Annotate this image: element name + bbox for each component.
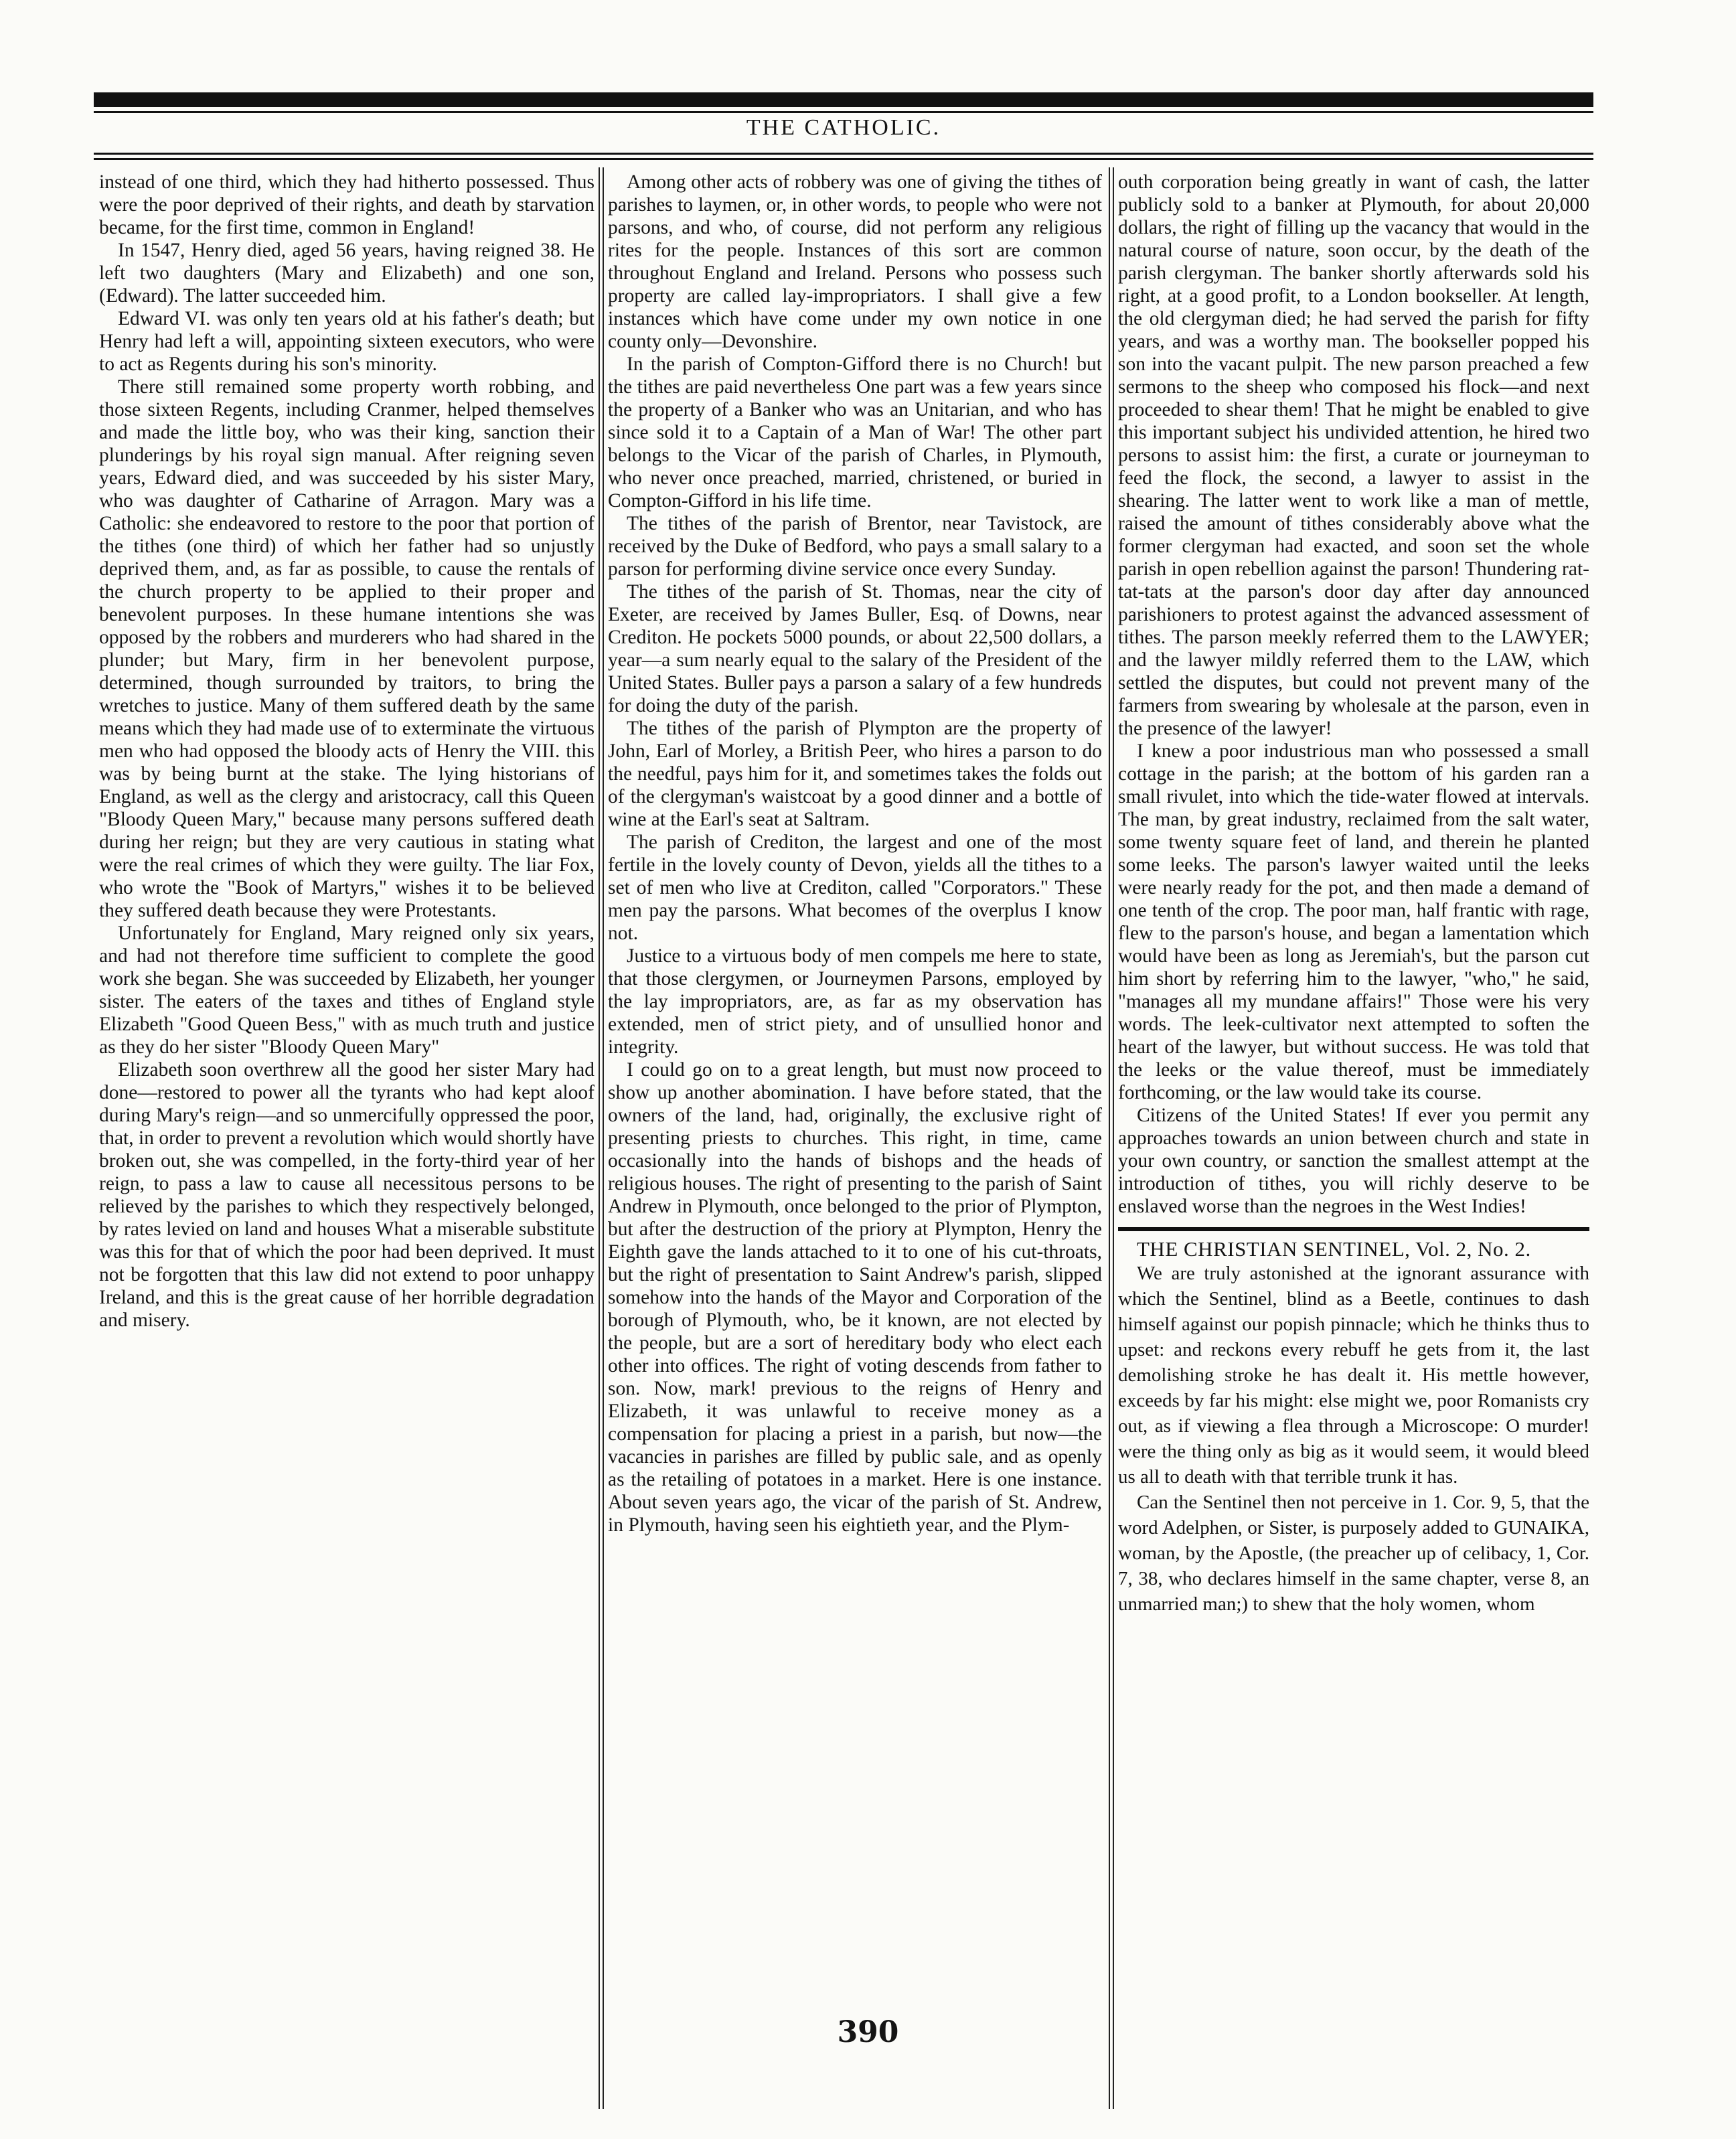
paragraph: There still remained some property worth robbing, and those sixteen Regents, including Cranmer, helped themselves and made the little boy, who was their king, sanction their plunderings by his royal sign manual. After reigning seven years, Edward died, and was succeeded by his sister Mary, who was daughter of Catharine of Arragon. Mary was a Catholic: she endeavored to restore to the poor that portion of the tithes (one third) of which her father had so unjustly deprived them, and, as far as possible, to cause the rentals of the church property to be applied to their proper and benevolent purposes. In these humane intentions she was opposed by the robbers and murderers who had shared in the plunder; but Mary, firm in her benevolent purpose, determined, though surrounded by traitors, to bring the wretches to justice. Many of them suffered death by the same means which they had made use of to exterminate the virtuous men who had opposed the bloody acts of Henry the VIII. this was by being burnt at the stake. The lying historians of England, as well as the clergy and aristocracy, call this Queen "Bloody Queen Mary," because many persons suffered death during her reign; but they are very cautious in stating what were the real crimes of which they were guilty. The liar Fox, who wrote the "Book of Martyrs," wishes it to be believed they suffered death because they were Protestants. [99,376,595,921]
paragraph: instead of one third, which they had hitherto possessed. Thus were the poor deprived of their rights, and death by starvation became, for the first time, common in England! [99,171,595,238]
page-number: 390 [837,2015,899,2049]
column-divider [1109,167,1114,2109]
paragraph: Can the Sentinel then not perceive in 1. Cor. 9, 5, that the word Adelphen, or Sister, is purposely added to GUNAIKA, woman, by the Apostle, (the preacher up of celibacy, 1, Cor. 7, 38, who declares himself in the same chapter, verse 8, an unmarried man;) to shew that the holy women, whom [1118,1492,1589,1615]
paragraph: Citizens of the United States! If ever you permit any approaches towards an union between church and state in your own country, or sanction the smallest attempt at the introduction of tithes, you will richly deserve to be enslaved worse than the negroes in the West Indies! [1118,1105,1589,1217]
top-rule [94,92,1593,107]
column-divider [599,167,604,2109]
paragraph: The tithes of the parish of Plympton are the property of John, Earl of Morley, a British Peer, who hires a parson to do the needful, pays him for it, and sometimes takes the folds out of the clergyman's waistcoat by a good dinner and a bottle of wine at the Earl's seat at Saltram. [608,718,1102,830]
paragraph: The tithes of the parish of Brentor, near Tavistock, are received by the Duke of Bedford, who pays a small salary to a parson for performing divine service once every Sunday. [608,513,1102,580]
paragraph: Unfortunately for England, Mary reigned only six years, and had not therefore time sufficient to complete the good work she began. She was succeeded by Elizabeth, her younger sister. The eaters of the taxes and tithes of England style Elizabeth "Good Queen Bess," with as much truth and justice as they do her sister "Bloody Queen Mary" [99,923,595,1058]
column-1 [99,171,595,1332]
header-rule [94,153,1593,160]
paragraph: Among other acts of robbery was one of giving the tithes of parishes to laymen, or, in other words, to people who were not parsons, and who, of course, did not perform any religious rites for the people. Instances of this sort are common throughout England and Ireland. Persons who possess such property are called lay-impropriators. I shall give a few instances which have come under my own notice in one county only—Devonshire. [608,171,1102,352]
paragraph: outh corporation being greatly in want of cash, the latter publicly sold to a banker at Plymouth, for about 20,000 dollars, the right of filling up the vacancy that would in the natural course of nature, soon occur, by the death of the parish clergyman. The banker shortly afterwards sold his right, at a good profit, to a London bookseller. At length, the old clergyman died; he had served the parish for fifty years, and was a worthy man. The bookseller popped his son into the vacant pulpit. The new parson preached a few sermons to the sheep who composed his flock—and next proceeded to shear them! That he might be enabled to give this important subject his undivided attention, he hired two persons to assist him: the first, a curate or journeyman to feed the flock, the second, a lawyer to assist in the shearing. The latter went to work like a man of mettle, raised the amount of tithes considerably above what the former clergyman had exacted, and soon set the whole parish in open rebellion against the parson! Thundering rat-tat-tats at the parson's door day after day announced parishioners to protest against the advanced assessment of tithes. The parson meekly referred them to the LAWYER; and the lawyer mildly referred them to the LAW, which settled the disputes, but could not prevent many of the farmers from swearing by wholesale at the parson, even in the presence of the lawyer! [1118,171,1589,739]
running-title: THE CATHOLIC. [746,115,941,140]
paragraph: In the parish of Compton-Gifford there is no Church! but the tithes are paid nevertheless One part was a few years since the property of a Banker who was an Unitarian, and who has since sold it to a Captain of a Man of War! The other part belongs to the Vicar of the parish of Charles, in Plymouth, who never once preached, married, christened, or buried in Compton-Gifford in his life time. [608,353,1102,511]
section-rule [1118,1227,1589,1231]
paragraph: I could go on to a great length, but must now proceed to show up another abomination. I have before stated, that the owners of the land, had, originally, the exclusive right of presenting priests to churches. This right, in time, came occasionally into the hands of bishops and the heads of religious houses. The right of presenting to the parish of Saint Andrew in Plymouth, once belonged to the prior of Plympton, but after the destruction of the priory at Plympton, Henry the Eighth gave the lands attached to it to one of his cut-throats, but the right of presentation to Saint Andrew's parish, slipped somehow into the hands of the Mayor and Corporation of the borough of Plymouth, who, be it known, are not elected by the people, but are a sort of hereditary body who elect each other into offices. The right of voting descends from father to son. Now, mark! previous to the reigns of Henry and Elizabeth, it was unlawful to receive money as a compensation for placing a priest in a parish, but now—the vacancies in parishes are filled by public sale, and as openly as the retailing of potatoes in a market. Here is one instance. About seven years ago, the vicar of the parish of St. Andrew, in Plymouth, having seen his eightieth year, and the Plym- [608,1059,1102,1536]
paragraph: The parish of Crediton, the largest and one of the most fertile in the lovely county of Devon, yields all the tithes to a set of men who live at Crediton, called "Corporators." These men pay the parsons. What becomes of the overplus I know not. [608,831,1102,944]
paragraph: Justice to a virtuous body of men compels me here to state, that those clergymen, or Journeymen Parsons, employed by the lay impropriators, are, as far as my observation has extended, men of strict piety, and of unsullied honor and integrity. [608,945,1102,1058]
section-title: THE CHRISTIAN SENTINEL, Vol. 2, No. 2. [1137,1237,1531,1261]
paragraph: I knew a poor industrious man who possessed a small cottage in the parish; at the bottom of his garden ran a small rivulet, into which the tide-water flowed at intervals. The man, by great industry, reclaimed from the salt water, some twenty square feet of land, and therein he planted some leeks. The parson's lawyer waited until the leeks were nearly ready for the pot, and then made a demand of one tenth of the crop. The poor man, half frantic with rage, flew to the parson's house, and began a lamentation which would have been as long as Jeremiah's, but the parson cut him short by referring him to the lawyer, "who," he said, "manages all my mundane affairs!" Those were his very words. The leek-cultivator next attempted to soften the heart of the lawyer, but without success. He was told that the leeks or the value thereof, must be immediately forthcoming, or the law would take its course. [1118,740,1589,1103]
paragraph: We are truly astonished at the ignorant assurance with which the Sentinel, blind as a Beetle, continues to dash himself against our popish pinnacle; which he thinks thus to upset: and reckons every rebuff he gets from it, the last demolishing stroke he has dealt it. His mettle however, exceeds by far his might: else might we, poor Romanists cry out, as if viewing a flea through a Microscope: O murder! were the thing only as big as it would seem, it would bleed us all to death with that terrible trunk it has. [1118,1263,1589,1488]
paragraph: Elizabeth soon overthrew all the good her sister Mary had done—restored to power all the tyrants who had kept aloof during Mary's reign—and so unmercifully oppressed the poor, that, in order to prevent a revolution which would shortly have broken out, she was compelled, in the forty-third year of her reign, to pass a law to cause all necessitous persons to be relieved by the parishes to which they respectively belonged, by rates levied on land and houses What a miserable substitute was this for that of which the poor had been deprived. It must not be forgotten that this law did not extend to poor unhappy Ireland, and this is the great cause of her horrible degradation and misery. [99,1059,595,1331]
paragraph: In 1547, Henry died, aged 56 years, having reigned 38. He left two daughters (Mary and Elizabeth) and one son, (Edward). The latter succeeded him. [99,240,595,307]
paragraph: Edward VI. was only ten years old at his father's death; but Henry had left a will, appointing sixteen executors, who were to act as Regents during his son's minority. [99,308,595,375]
column-3 [1118,171,1589,1617]
paragraph: The tithes of the parish of St. Thomas, near the city of Exeter, are received by James Buller, Esq. of Downs, near Crediton. He pockets 5000 pounds, or about 22,500 dollars, a year—a sum nearly equal to the salary of the President of the United States. Buller pays a parson a salary of a few hundreds for doing the duty of the parish. [608,581,1102,716]
column-2 [608,171,1102,1536]
